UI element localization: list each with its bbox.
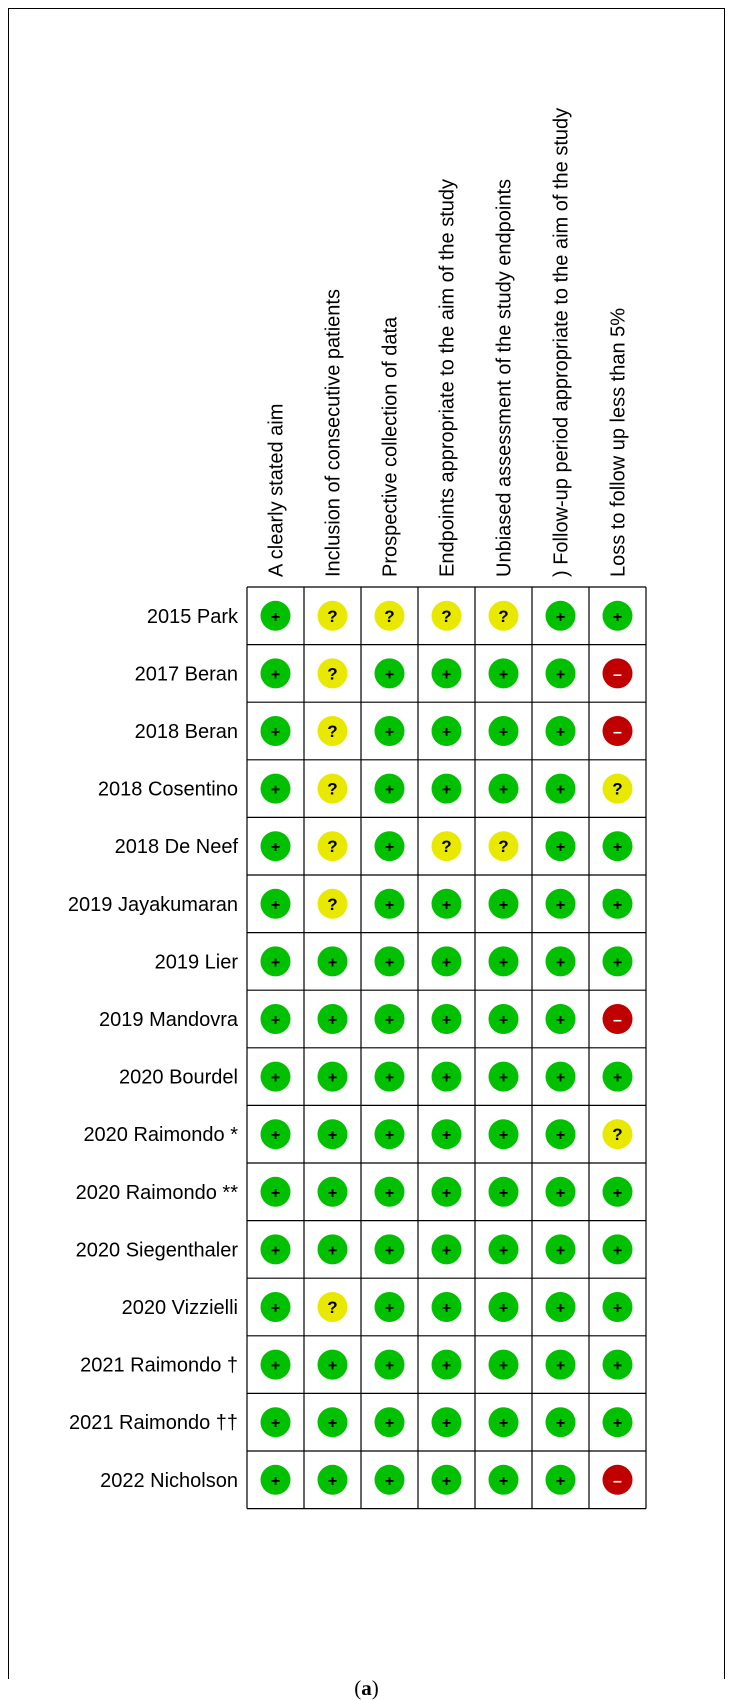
judgement-symbol: + <box>384 1300 395 1317</box>
judgement-symbol: + <box>555 1127 566 1145</box>
judgement-symbol: + <box>441 954 452 972</box>
judgement-symbol: ? <box>441 606 452 626</box>
row-label: 2020 Raimondo ** <box>75 1181 238 1204</box>
judgement-symbol: + <box>555 1012 566 1029</box>
judgement-symbol: ? <box>612 1125 623 1145</box>
judgement-symbol: + <box>498 1184 509 1202</box>
judgement-symbol: – <box>613 1472 622 1490</box>
judgement-symbol: + <box>327 1127 338 1145</box>
judgement-symbol: + <box>555 1184 566 1202</box>
judgement-symbol: + <box>327 1472 338 1490</box>
judgement-symbol: + <box>498 724 509 741</box>
caption-letter: a <box>361 1676 372 1700</box>
judgement-symbol: + <box>441 1012 452 1029</box>
column-header: Endpoints appropriate to the aim of the study <box>436 178 459 577</box>
judgement-symbol: + <box>441 1127 452 1145</box>
caption-open: ( <box>354 1676 362 1700</box>
judgement-symbol: ? <box>327 1298 338 1317</box>
row-label: 2018 Beran <box>134 721 238 743</box>
judgement-symbol: + <box>270 954 281 972</box>
judgement-symbol: + <box>384 1127 395 1145</box>
judgement-symbol: + <box>555 1357 566 1375</box>
judgement-symbol: + <box>498 896 509 914</box>
row-label: 2019 Jayakumaran <box>67 893 238 916</box>
judgement-symbol: + <box>384 1472 395 1490</box>
row-label: 2021 Raimondo † <box>80 1354 238 1377</box>
judgement-symbol: + <box>612 1300 623 1317</box>
judgement-symbol: + <box>270 666 281 684</box>
judgement-symbol: + <box>384 1069 395 1087</box>
judgement-symbol: + <box>555 724 566 741</box>
judgement-symbol: + <box>498 954 509 972</box>
judgement-symbol: + <box>498 1012 509 1029</box>
judgement-symbol: + <box>270 1415 281 1433</box>
judgement-symbol: + <box>327 954 338 972</box>
row-label: 2018 De Neef <box>114 836 238 859</box>
judgement-symbol: + <box>384 1012 395 1029</box>
judgement-symbol: + <box>498 1242 509 1260</box>
row-label: 2017 Beran <box>134 663 238 686</box>
row-label: 2019 Mandovra <box>99 1009 238 1031</box>
judgement-symbol: + <box>555 608 566 626</box>
judgement-symbol: ? <box>327 722 338 741</box>
row-label: 2020 Raimondo * <box>83 1124 238 1147</box>
judgement-symbol: + <box>555 1300 566 1317</box>
judgement-symbol: + <box>270 1300 281 1317</box>
judgement-symbol: + <box>441 724 452 741</box>
row-label: 2019 Lier <box>154 951 238 974</box>
judgement-symbol: + <box>555 1242 566 1260</box>
judgement-symbol: ? <box>327 664 338 684</box>
judgement-symbol: + <box>270 1472 281 1490</box>
judgement-symbol: + <box>498 1357 509 1375</box>
judgement-symbol: + <box>498 666 509 684</box>
column-header: ) Follow-up period appropriate to the aim of the study <box>550 107 573 577</box>
judgement-symbol: + <box>384 1242 395 1260</box>
judgement-symbol: + <box>270 608 281 626</box>
judgement-symbol: + <box>270 839 281 857</box>
judgement-symbol: + <box>270 1012 281 1029</box>
judgement-symbol: + <box>327 1357 338 1375</box>
judgement-symbol: + <box>384 954 395 972</box>
judgement-symbol: + <box>270 896 281 914</box>
figure-frame <box>8 8 725 1690</box>
judgement-symbol: ? <box>384 606 395 626</box>
judgement-symbol: + <box>612 1415 623 1433</box>
judgement-symbol: + <box>555 839 566 857</box>
judgement-symbol: + <box>270 1242 281 1260</box>
judgement-symbol: ? <box>441 837 452 857</box>
judgement-symbol: + <box>327 1242 338 1260</box>
column-header: A clearly stated aim <box>265 403 288 577</box>
judgement-symbol: + <box>384 1184 395 1202</box>
judgement-symbol: + <box>612 1357 623 1375</box>
judgement-symbol: + <box>441 781 452 799</box>
row-label: 2020 Siegenthaler <box>75 1239 238 1262</box>
judgement-symbol: + <box>441 1472 452 1490</box>
judgement-symbol: + <box>327 1012 338 1029</box>
judgement-symbol: + <box>555 896 566 914</box>
judgement-symbol: + <box>384 896 395 914</box>
judgement-symbol: + <box>270 1357 281 1375</box>
row-label: 2022 Nicholson <box>100 1469 238 1492</box>
judgement-symbol: + <box>270 781 281 799</box>
judgement-symbol: ? <box>327 606 338 626</box>
judgement-symbol: – <box>613 724 622 741</box>
judgement-symbol: ? <box>612 779 623 799</box>
judgement-symbol: + <box>498 781 509 799</box>
judgement-symbol: + <box>384 1357 395 1375</box>
row-label: 2021 Raimondo †† <box>68 1412 238 1435</box>
column-header: Inclusion of consecutive patients <box>322 289 345 577</box>
column-header: Loss to follow up less than 5% <box>607 307 630 577</box>
judgement-symbol: – <box>613 666 622 684</box>
risk-of-bias-table <box>9 9 726 1669</box>
judgement-symbol: + <box>384 724 395 741</box>
row-label: 2015 Park <box>146 605 238 628</box>
judgement-symbol: + <box>441 666 452 684</box>
row-label: 2020 Bourdel <box>119 1066 238 1089</box>
judgement-symbol: + <box>612 1184 623 1202</box>
figure-caption <box>0 1676 733 1700</box>
judgement-symbol: + <box>555 954 566 972</box>
column-header: Unbiased assessment of the study endpoints <box>493 178 516 577</box>
judgement-symbol: + <box>270 1127 281 1145</box>
judgement-symbol: – <box>613 1012 622 1029</box>
row-label: 2018 Cosentino <box>97 778 238 801</box>
judgement-symbol: + <box>441 1300 452 1317</box>
judgement-symbol: + <box>384 839 395 857</box>
judgement-symbol: + <box>270 724 281 741</box>
row-label: 2020 Vizzielli <box>121 1297 238 1319</box>
judgement-symbol: + <box>555 1069 566 1087</box>
judgement-symbol: + <box>612 839 623 857</box>
judgement-symbol: ? <box>498 837 509 857</box>
judgement-symbol: + <box>555 1415 566 1433</box>
judgement-symbol: + <box>441 1184 452 1202</box>
judgement-symbol: + <box>498 1069 509 1087</box>
judgement-symbol: + <box>612 954 623 972</box>
judgement-symbol: + <box>612 896 623 914</box>
judgement-symbol: + <box>384 1415 395 1433</box>
judgement-symbol: + <box>327 1184 338 1202</box>
judgement-symbol: + <box>555 781 566 799</box>
judgement-symbol: ? <box>327 837 338 857</box>
caption-close: ) <box>371 1676 379 1700</box>
judgement-symbol: + <box>612 608 623 626</box>
judgement-symbol: ? <box>327 779 338 799</box>
judgement-symbol: + <box>555 1472 566 1490</box>
column-header: Prospective collection of data <box>379 316 402 577</box>
judgement-symbol: + <box>441 896 452 914</box>
judgement-symbol: + <box>327 1415 338 1433</box>
judgement-symbol: + <box>384 781 395 799</box>
judgement-symbol: + <box>498 1300 509 1317</box>
judgement-symbol: + <box>270 1069 281 1087</box>
judgement-symbol: + <box>441 1357 452 1375</box>
judgement-symbol: + <box>498 1415 509 1433</box>
judgement-symbol: + <box>441 1069 452 1087</box>
judgement-symbol: + <box>441 1415 452 1433</box>
judgement-symbol: + <box>555 666 566 684</box>
judgement-symbol: + <box>441 1242 452 1260</box>
judgement-symbol: + <box>612 1242 623 1260</box>
judgement-symbol: + <box>327 1069 338 1087</box>
judgement-symbol: + <box>498 1472 509 1490</box>
judgement-symbol: ? <box>498 606 509 626</box>
judgement-symbol: ? <box>327 894 338 914</box>
judgement-symbol: + <box>384 666 395 684</box>
judgement-symbol: + <box>270 1184 281 1202</box>
judgement-symbol: + <box>612 1069 623 1087</box>
judgement-symbol: + <box>498 1127 509 1145</box>
